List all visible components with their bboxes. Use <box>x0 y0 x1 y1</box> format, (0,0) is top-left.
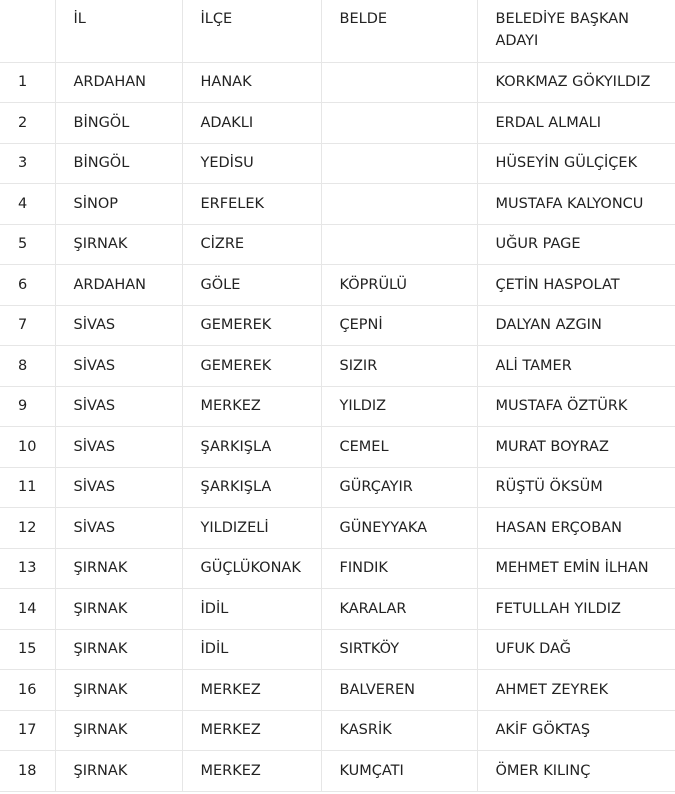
row-number: 17 <box>0 710 55 751</box>
cell-il: SİVAS <box>55 346 182 387</box>
cell-ilce: GEMEREK <box>182 305 321 346</box>
cell-baskan-adayi: ERDAL ALMALI <box>477 103 675 144</box>
cell-belde <box>321 103 477 144</box>
row-number: 12 <box>0 508 55 549</box>
table-row <box>0 386 675 427</box>
cell-ilce: YILDIZELİ <box>182 508 321 549</box>
cell-ilce: İDİL <box>182 629 321 670</box>
cell-belde: SIZIR <box>321 346 477 387</box>
cell-baskan-adayi: MUSTAFA ÖZTÜRK <box>477 386 675 427</box>
table-row <box>0 143 675 184</box>
cell-belde: KUMÇATI <box>321 751 477 792</box>
cell-belde: KÖPRÜLÜ <box>321 265 477 306</box>
table-row <box>0 103 675 144</box>
cell-il: SİNOP <box>55 184 182 225</box>
table-row <box>0 710 675 751</box>
cell-belde: CEMEL <box>321 427 477 468</box>
cell-belde <box>321 224 477 265</box>
table-row <box>0 346 675 387</box>
table-row <box>0 467 675 508</box>
table-row <box>0 508 675 549</box>
cell-belde: YILDIZ <box>321 386 477 427</box>
cell-il: SİVAS <box>55 467 182 508</box>
row-number: 15 <box>0 629 55 670</box>
table-body <box>0 62 675 791</box>
cell-belde: SIRTKÖY <box>321 629 477 670</box>
cell-ilce: MERKEZ <box>182 386 321 427</box>
cell-il: SİVAS <box>55 386 182 427</box>
cell-ilce: MERKEZ <box>182 751 321 792</box>
cell-il: ŞIRNAK <box>55 548 182 589</box>
cell-ilce: MERKEZ <box>182 710 321 751</box>
cell-ilce: GÖLE <box>182 265 321 306</box>
row-number: 11 <box>0 467 55 508</box>
cell-belde: GÜRÇAYIR <box>321 467 477 508</box>
cell-ilce: ERFELEK <box>182 184 321 225</box>
cell-il: ŞIRNAK <box>55 710 182 751</box>
cell-il: ŞIRNAK <box>55 224 182 265</box>
cell-belde <box>321 143 477 184</box>
cell-il: BİNGÖL <box>55 103 182 144</box>
row-number: 10 <box>0 427 55 468</box>
cell-baskan-adayi: ALİ TAMER <box>477 346 675 387</box>
row-number: 1 <box>0 62 55 103</box>
cell-baskan-adayi: AKİF GÖKTAŞ <box>477 710 675 751</box>
cell-ilce: YEDİSU <box>182 143 321 184</box>
table-row <box>0 427 675 468</box>
cell-il: BİNGÖL <box>55 143 182 184</box>
table-row <box>0 629 675 670</box>
cell-il: SİVAS <box>55 427 182 468</box>
table-row <box>0 184 675 225</box>
table-row <box>0 224 675 265</box>
cell-il: SİVAS <box>55 508 182 549</box>
cell-il: ŞIRNAK <box>55 629 182 670</box>
row-number: 5 <box>0 224 55 265</box>
cell-belde <box>321 62 477 103</box>
cell-ilce: ŞARKIŞLA <box>182 427 321 468</box>
cell-il: ARDAHAN <box>55 265 182 306</box>
cell-baskan-adayi: ÇETİN HASPOLAT <box>477 265 675 306</box>
cell-belde: KASRİK <box>321 710 477 751</box>
cell-baskan-adayi: HÜSEYİN GÜLÇİÇEK <box>477 143 675 184</box>
row-number: 7 <box>0 305 55 346</box>
cell-il: SİVAS <box>55 305 182 346</box>
row-number: 18 <box>0 751 55 792</box>
cell-baskan-adayi: HASAN ERÇOBAN <box>477 508 675 549</box>
header-il: İL <box>55 0 182 62</box>
row-number: 4 <box>0 184 55 225</box>
row-number: 16 <box>0 670 55 711</box>
cell-belde: BALVEREN <box>321 670 477 711</box>
row-number: 9 <box>0 386 55 427</box>
header-row <box>0 0 675 62</box>
table-row <box>0 548 675 589</box>
row-number: 2 <box>0 103 55 144</box>
cell-baskan-adayi: ÖMER KILINÇ <box>477 751 675 792</box>
cell-baskan-adayi: AHMET ZEYREK <box>477 670 675 711</box>
table-row <box>0 589 675 630</box>
cell-belde: KARALAR <box>321 589 477 630</box>
cell-baskan-adayi: RÜŞTÜ ÖKSÜM <box>477 467 675 508</box>
cell-baskan-adayi: KORKMAZ GÖKYILDIZ <box>477 62 675 103</box>
table-row <box>0 265 675 306</box>
table-header <box>0 0 675 62</box>
cell-ilce: ŞARKIŞLA <box>182 467 321 508</box>
cell-ilce: GEMEREK <box>182 346 321 387</box>
row-number: 6 <box>0 265 55 306</box>
cell-belde: GÜNEYYAKA <box>321 508 477 549</box>
cell-ilce: İDİL <box>182 589 321 630</box>
table-row <box>0 670 675 711</box>
cell-ilce: ADAKLI <box>182 103 321 144</box>
cell-belde: FINDIK <box>321 548 477 589</box>
header-belde: BELDE <box>321 0 477 62</box>
header-ilce: İLÇE <box>182 0 321 62</box>
header-index <box>0 0 55 62</box>
cell-baskan-adayi: DALYAN AZGIN <box>477 305 675 346</box>
table-row <box>0 62 675 103</box>
row-number: 13 <box>0 548 55 589</box>
row-number: 3 <box>0 143 55 184</box>
cell-baskan-adayi: UĞUR PAGE <box>477 224 675 265</box>
cell-ilce: CİZRE <box>182 224 321 265</box>
cell-il: ŞIRNAK <box>55 751 182 792</box>
header-baskan-adayi: BELEDİYE BAŞKAN ADAYI <box>477 0 675 62</box>
cell-ilce: MERKEZ <box>182 670 321 711</box>
cell-baskan-adayi: MUSTAFA KALYONCU <box>477 184 675 225</box>
cell-baskan-adayi: MURAT BOYRAZ <box>477 427 675 468</box>
row-number: 14 <box>0 589 55 630</box>
cell-il: ŞIRNAK <box>55 670 182 711</box>
row-number: 8 <box>0 346 55 387</box>
cell-il: ARDAHAN <box>55 62 182 103</box>
cell-belde <box>321 184 477 225</box>
cell-ilce: GÜÇLÜKONAK <box>182 548 321 589</box>
cell-baskan-adayi: FETULLAH YILDIZ <box>477 589 675 630</box>
cell-ilce: HANAK <box>182 62 321 103</box>
cell-baskan-adayi: UFUK DAĞ <box>477 629 675 670</box>
cell-baskan-adayi: MEHMET EMİN İLHAN <box>477 548 675 589</box>
cell-belde: ÇEPNİ <box>321 305 477 346</box>
table-row <box>0 751 675 792</box>
table-row <box>0 305 675 346</box>
cell-il: ŞIRNAK <box>55 589 182 630</box>
